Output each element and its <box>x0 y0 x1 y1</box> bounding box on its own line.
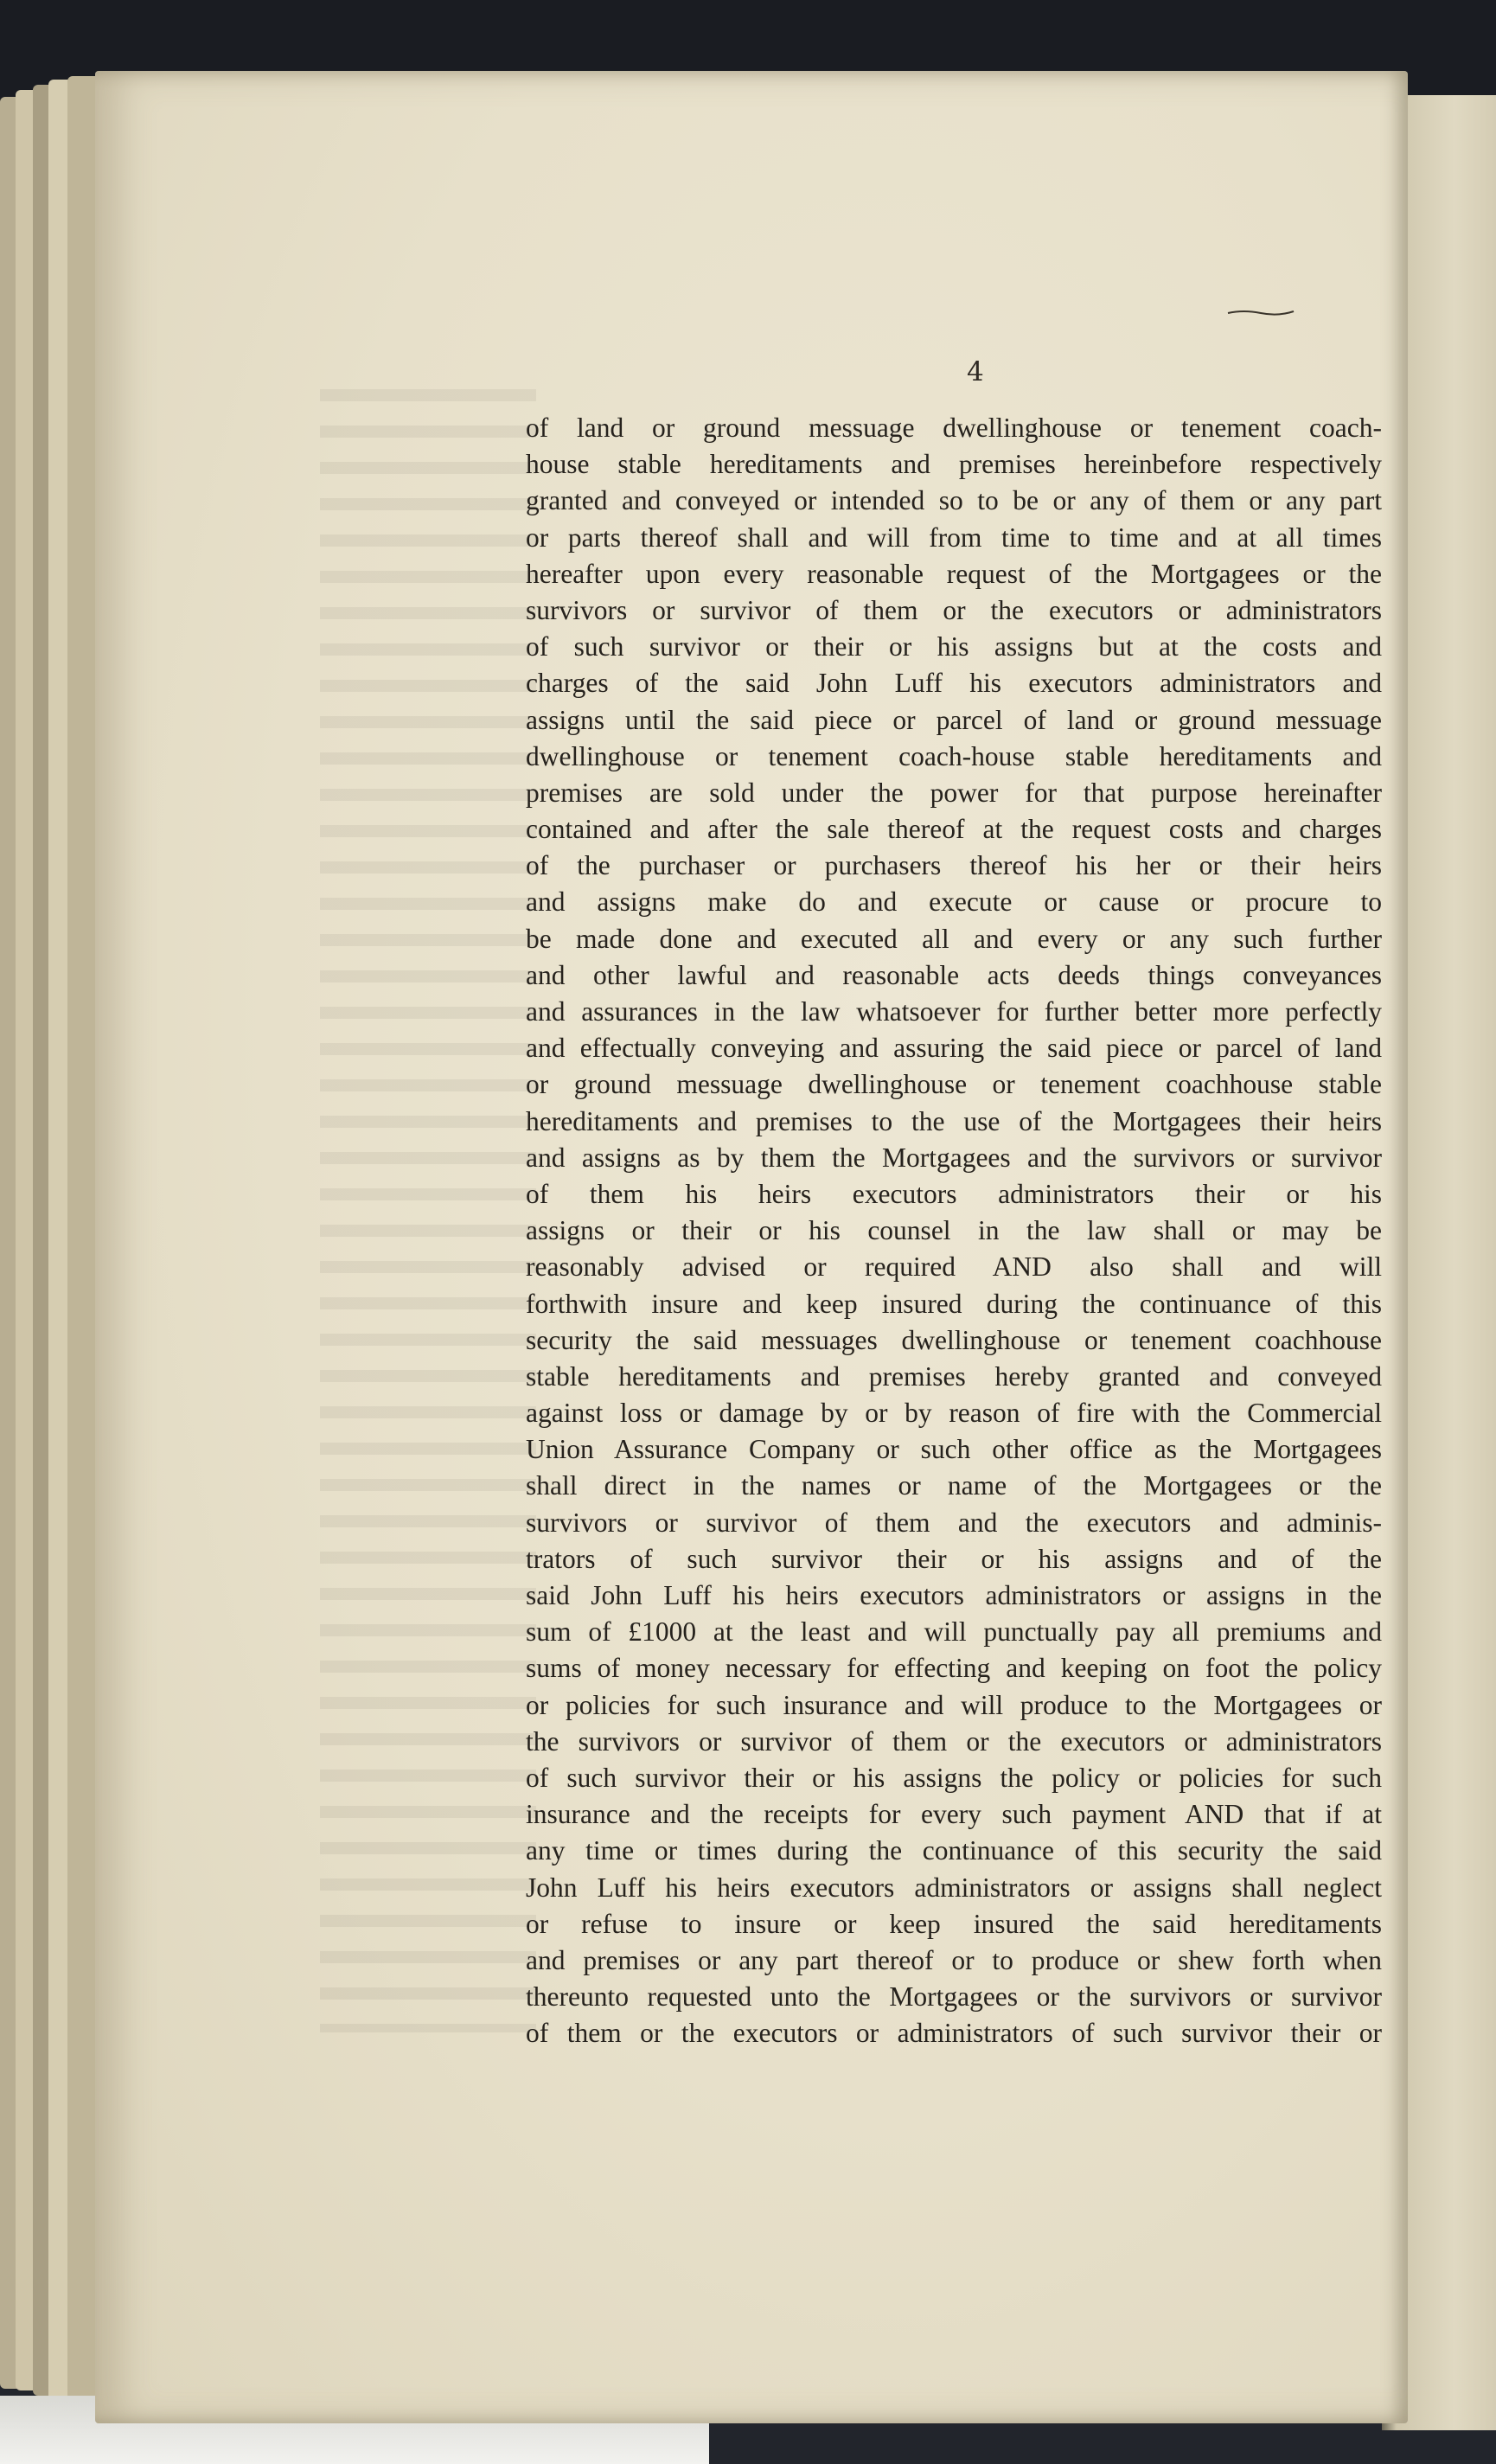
text-line: of the purchaser or purchasers thereof his her or their heirs <box>526 850 1382 881</box>
text-line: hereafter upon every reasonable request of the Mortgagees or the <box>526 558 1382 589</box>
text-line: be made done and executed all and every or any such further <box>526 923 1382 954</box>
text-line: and assurances in the law whatsoever for further better more perfectly <box>526 996 1382 1027</box>
text-line: any time or times during the continuance of this security the said <box>526 1835 1382 1866</box>
text-line: security the said messuages dwellinghouse or tenement coachhouse <box>526 1324 1382 1355</box>
text-line: against loss or damage by or by reason of fire with the Commercial <box>526 1398 1382 1429</box>
text-line: trators of such survivor their or his assigns and of the <box>526 1543 1382 1574</box>
text-line: dwellinghouse or tenement coach-house stable hereditaments and <box>526 740 1382 771</box>
text-line: and other lawful and reasonable acts deeds things conveyances <box>526 959 1382 990</box>
text-line: sums of money necessary for effecting and keeping on foot the policy <box>526 1653 1382 1684</box>
text-line: house stable hereditaments and premises hereinbefore respectively <box>526 449 1382 480</box>
text-line: contained and after the sale thereof at the request costs and charges <box>526 814 1382 845</box>
text-line: shall direct in the names or name of the Mortgagees or the <box>526 1470 1382 1501</box>
text-line: and assigns make do and execute or cause or procure to <box>526 886 1382 918</box>
text-line: charges of the said John Luff his executors administrators and <box>526 668 1382 699</box>
text-line: Union Assurance Company or such other office as the Mortgagees <box>526 1434 1382 1465</box>
text-line: survivors or survivor of them and the executors and adminis- <box>526 1507 1382 1538</box>
text-line: forthwith insure and keep insured during the continuance of this <box>526 1288 1382 1319</box>
text-line: John Luff his heirs executors administrators or assigns shall neglect <box>526 1872 1382 1903</box>
pencil-mark <box>1226 308 1295 317</box>
text-line: or parts thereof shall and will from time to time and at all times <box>526 522 1382 553</box>
text-line: of land or ground messuage dwellinghouse or tenement coach- <box>526 413 1382 443</box>
text-line: of them or the executors or administrators of such survivor their or <box>526 2018 1382 2049</box>
text-line: reasonably advised or required AND also shall and will <box>526 1251 1382 1283</box>
text-line: assigns until the said piece or parcel of land or ground messuage <box>526 704 1382 735</box>
text-line: or policies for such insurance and will produce to the Mortgagees or <box>526 1689 1382 1720</box>
text-line: survivors or survivor of them or the executors or administrators <box>526 594 1382 625</box>
body-text <box>526 410 1382 2051</box>
text-line: the survivors or survivor of them or the executors or administrators <box>526 1725 1382 1757</box>
text-line: said John Luff his heirs executors administrators or assigns in the <box>526 1580 1382 1610</box>
text-line: and effectually conveying and assuring the said piece or parcel of land <box>526 1033 1382 1064</box>
text-line: of them his heirs executors administrators their or his <box>526 1178 1382 1209</box>
text-line: and premises or any part thereof or to produce or shew forth when <box>526 1944 1382 1975</box>
page-number: 4 <box>967 356 984 387</box>
text-line: of such survivor or their or his assigns but at the costs and <box>526 631 1382 662</box>
text-line: sum of £1000 at the least and will punctually pay all premiums and <box>526 1616 1382 1648</box>
text-line: premises are sold under the power for that purpose hereinafter <box>526 777 1382 808</box>
reverse-side-show-through <box>320 389 536 2032</box>
text-line: thereunto requested unto the Mortgagees or the survivors or survivor <box>526 1981 1382 2013</box>
text-line: and assigns as by them the Mortgagees and the survivors or survivor <box>526 1142 1382 1173</box>
text-line: granted and conveyed or intended so to be or any of them or any part <box>526 485 1382 516</box>
text-line: stable hereditaments and premises hereby granted and conveyed <box>526 1360 1382 1392</box>
text-line: hereditaments and premises to the use of the Mortgagees their heirs <box>526 1105 1382 1136</box>
text-line: or ground messuage dwellinghouse or tenement coachhouse stable <box>526 1069 1382 1100</box>
text-line: insurance and the receipts for every such payment AND that if at <box>526 1799 1382 1830</box>
text-line: or refuse to insure or keep insured the said hereditaments <box>526 1908 1382 1939</box>
text-line: of such survivor their or his assigns the policy or policies for such <box>526 1762 1382 1793</box>
text-line: assigns or their or his counsel in the law shall or may be <box>526 1215 1382 1246</box>
